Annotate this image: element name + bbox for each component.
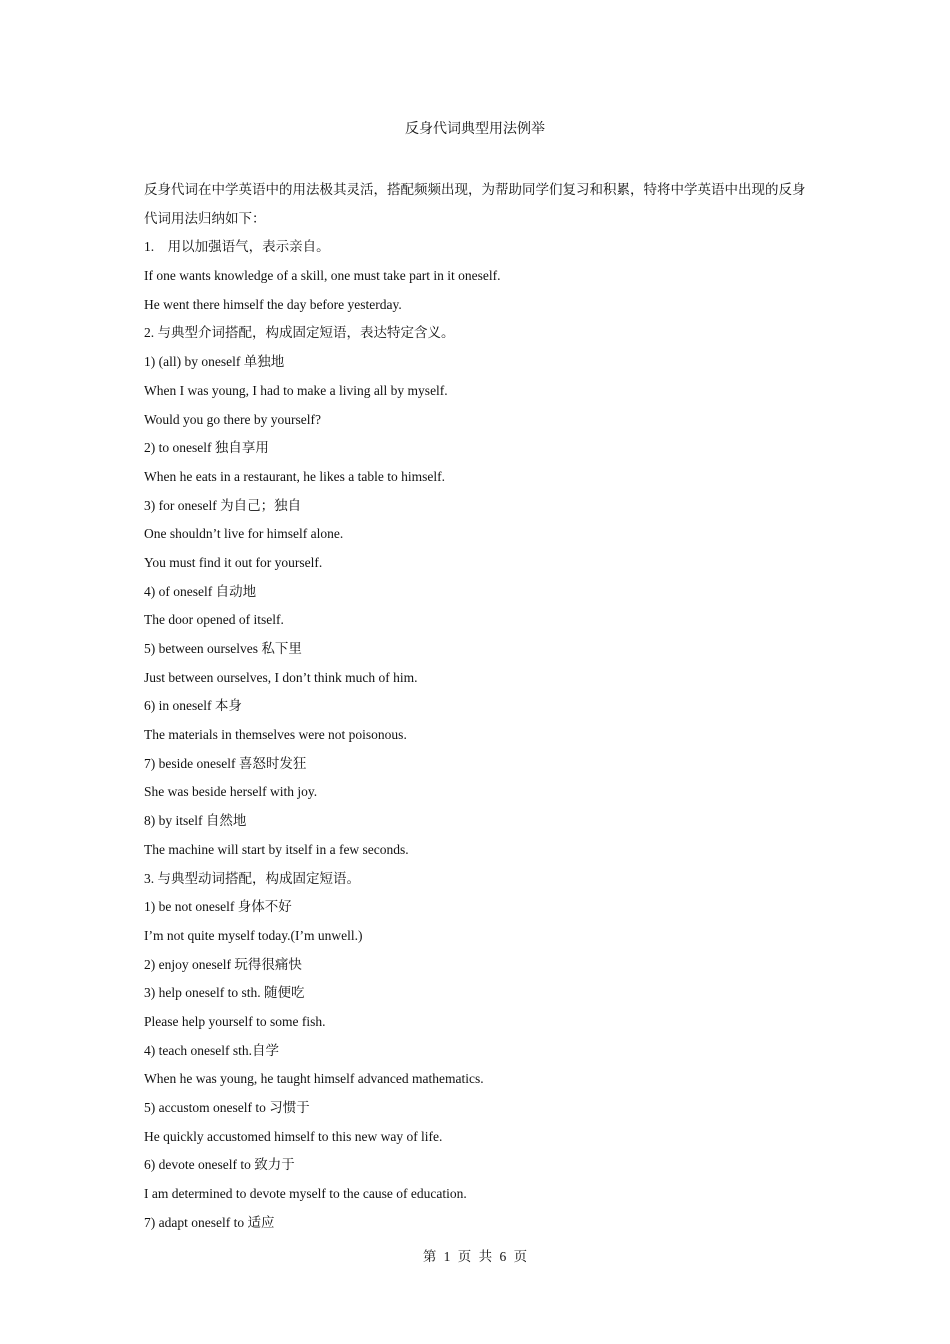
body-line: 2) to oneself 独自享用: [144, 440, 269, 456]
document-title: 反身代词典型用法例举: [405, 122, 545, 137]
body-line: 7) beside oneself 喜怒时发狂: [144, 755, 307, 771]
body-line: Please help yourself to some fish.: [144, 1013, 326, 1029]
body-line: 7) adapt oneself to 适应: [144, 1214, 275, 1230]
body-line: 6) devote oneself to 致力于: [144, 1157, 295, 1173]
body-line: 3. 与典型动词搭配，构成固定短语。: [144, 870, 360, 886]
body-line: Just between ourselves, I don’t think much of him.: [144, 669, 418, 685]
body-line: 5) accustom oneself to 习惯于: [144, 1100, 310, 1116]
body-line: The machine will start by itself in a few seconds.: [144, 841, 409, 857]
body-line: I’m not quite myself today.(I’m unwell.): [144, 927, 363, 943]
body-line: 3) for oneself 为自己；独自: [144, 497, 302, 513]
document-body: [144, 176, 814, 1237]
body-line: He went there himself the day before yesterday.: [144, 296, 402, 312]
body-line: 1) be not oneself 身体不好: [144, 899, 292, 915]
body-line: Would you go there by yourself?: [144, 411, 321, 427]
body-line: I am determined to devote myself to the cause of education.: [144, 1186, 467, 1202]
body-line: 1) (all) by oneself 单独地: [144, 354, 285, 370]
body-line: When he eats in a restaurant, he likes a table to himself.: [144, 468, 446, 484]
body-line: One shouldn’t live for himself alone.: [144, 526, 344, 542]
body-line: The materials in themselves were not poisonous.: [144, 727, 407, 743]
body-line: 2) enjoy oneself 玩得很痛快: [144, 956, 302, 972]
body-line: 4) of oneself 自动地: [144, 583, 257, 599]
body-line: 4) teach oneself sth.自学: [144, 1042, 279, 1058]
body-line: 8) by itself 自然地: [144, 813, 247, 829]
body-line: 5) between ourselves 私下里: [144, 641, 302, 657]
intro-paragraph: 反身代词在中学英语中的用法极其灵活，搭配频频出现，为帮助同学们复习和积累，特将中学英语中出现的反身代词用法归纳如下：: [144, 182, 806, 226]
body-line: 2. 与典型介词搭配，构成固定短语，表达特定含义。: [144, 325, 455, 341]
page-footer: 第 1 页 共 6 页: [422, 1249, 528, 1264]
body-line: 6) in oneself 本身: [144, 698, 242, 714]
body-line: You must find it out for yourself.: [144, 554, 323, 570]
body-line: 1. 用以加强语气，表示亲自。: [144, 239, 330, 255]
body-line: 3) help oneself to sth. 随便吃: [144, 985, 305, 1001]
body-line: She was beside herself with joy.: [144, 784, 318, 800]
body-line: He quickly accustomed himself to this new way of life.: [144, 1128, 443, 1144]
body-line: When I was young, I had to make a living all by myself.: [144, 382, 448, 398]
body-line: When he was young, he taught himself advanced mathematics.: [144, 1071, 484, 1087]
body-line: The door opened of itself.: [144, 612, 284, 628]
body-line: If one wants knowledge of a skill, one must take part in it oneself.: [144, 268, 501, 284]
